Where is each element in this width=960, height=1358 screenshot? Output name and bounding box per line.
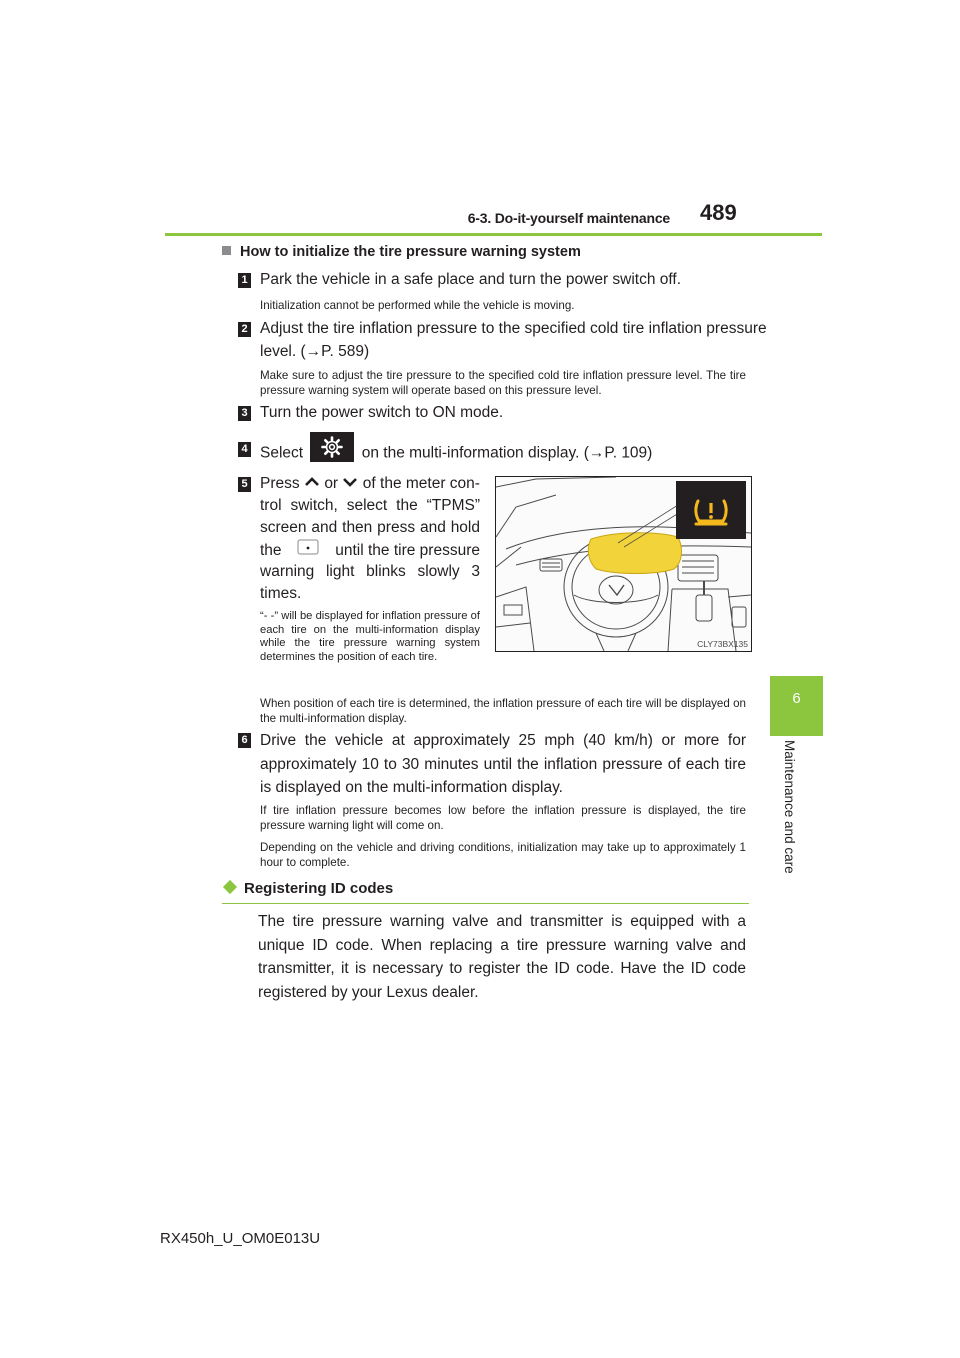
square-bullet-icon [222,246,231,255]
ok-button-icon [297,539,319,562]
dashboard-drawing [496,477,751,651]
step-5-badge: 5 [238,477,251,492]
subsection-body: The tire pressure warning valve and transmitter is equipped with a unique ID code. When replacing a tire pressure warning valve and transmitter, it is necessary to register the ID code. Have the ID code registered by your Lexus dealer. [258,913,746,1001]
section-heading-text: How to initialize the tire pressure warning system [240,244,581,260]
chevron-up-icon [303,473,321,495]
step-4-text-after: on the multi-information display. (→P. 109) [361,444,653,462]
step-6-text: Drive the vehicle at approximately 25 mph (40 km/h) or more for approximately 10 to 30 minutes until the inflation pressure of each tire is displayed on the multi-information display. [260,732,746,796]
step-5-line4 [260,539,480,562]
subsection-rule [222,903,749,904]
step-5-note-1: “- -” will be displayed for inflation pressure of each tire on the multi-information display while the tire pressure warning system determines the position of each tire. [260,610,480,663]
step-3-text: Turn the power switch to ON mode. [260,404,504,421]
step-5-note-2: When position of each tire is determined, the inflation pressure of each tire will be displayed on the multi-information display. [260,697,746,725]
chapter-tab-title [770,740,823,890]
chapter-tab-number: 6 [770,676,823,736]
step-5-meter-text: of the meter con- [362,475,480,492]
header-rule [165,233,822,236]
step-6-note-1: If tire inflation pressure becomes low before the inflation pressure is displayed, the tire pressure warning light will come on. [260,804,746,832]
illustration-code: CLY73BX135 [697,639,748,649]
subsection-heading [222,880,393,897]
step-3-badge: 3 [238,406,251,421]
chapter-tab-title-text: Maintenance and care [782,740,797,874]
step-5-line6: times. [260,585,302,602]
step-4-badge: 4 [238,442,251,457]
meter-cluster-highlight [588,533,681,574]
running-header-section: 6-3. Do-it-yourself maintenance [467,210,670,226]
chevron-down-icon [341,473,359,495]
step-1-text: Park the vehicle in a safe place and turn the power switch off. [260,271,682,288]
footer-manual-code: RX450h_U_OM0E013U [160,1230,321,1247]
step-5-or-text: or [324,475,339,492]
subsection-heading-text: Registering ID codes [244,880,394,897]
step-5-line5: warning light blinks slowly 3 [260,563,480,580]
step-6-note-2: Depending on the vehicle and driving conditions, initialization may take up to approximately 1 hour to complete. [260,841,746,869]
step-1-note: Initialization cannot be performed while the vehicle is moving. [260,299,575,312]
step-2-text-line2: level. (→P. 589) [260,343,370,360]
step-1-badge: 1 [238,273,251,288]
step-5-line3: screen and then press and hold [260,519,480,536]
step-5-until-text: until the tire pressure [335,541,480,559]
step-4-text [260,438,746,469]
step-5-line2: trol switch, select the “TPMS” [260,497,480,514]
step-5-the-text: the [260,541,282,559]
step-6-badge: 6 [238,733,251,748]
step-5-press-text: Press [260,475,300,492]
gear-settings-icon [310,432,354,469]
page-number: 489 [700,200,737,225]
step-5-line1 [260,473,480,495]
step-2-text-line1: Adjust the tire inflation pressure to the specified cold tire inflation pressure [260,320,767,337]
step-2-badge: 2 [238,322,251,337]
section-heading [222,244,581,260]
diamond-bullet-icon [223,880,237,894]
dashboard-illustration [495,476,752,652]
step-4-text-before: Select [260,444,304,462]
step-2-note: Make sure to adjust the tire pressure to the specified cold tire inflation pressure level. The tire pressure warning system will operate based on this pressure level. [260,369,746,397]
